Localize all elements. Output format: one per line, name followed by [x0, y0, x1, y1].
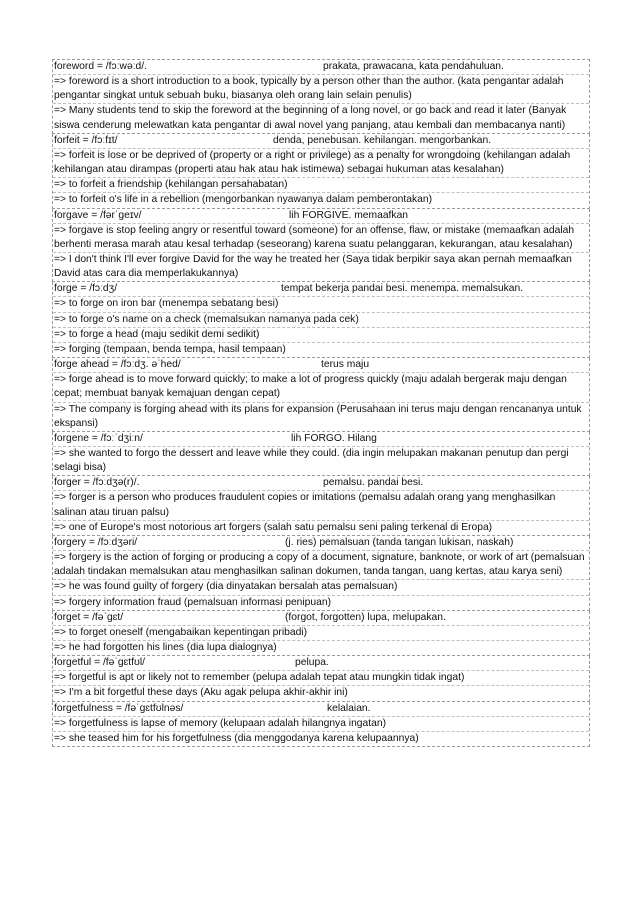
entry-line: => I'm a bit forgetful these days (Aku agak pelupa akhir-akhir ini) — [54, 687, 348, 699]
headword: forfeit = /fɔːfɪt/ — [54, 134, 118, 146]
entry-line: => forgave is stop feeling angry or resentful toward (someone) for an offense, flaw, or mistake (memaafkan adalah berhenti merasa marah atau kesal terhadap (seseorang) karena suatu pelanggaran, kekurangan, atau kesalahan) — [53, 224, 589, 253]
headword: forge ahead = /fɔːdʒ. əˈhed/ — [54, 359, 181, 371]
entry-headword-row — [53, 536, 589, 551]
entry-headword-row — [53, 358, 589, 373]
entry-line: => one of Europe's most notorious art forgers (salah satu pemalsu seni paling terkenal di Eropa) — [54, 521, 493, 533]
headword: forgene = /fɔːˈdʒiːn/ — [54, 432, 143, 444]
entry-line: => forger is a person who produces fraudulent copies or imitations (pemalsu adalah orang yang menghasilkan salinan atau tiruan palsu) — [53, 491, 589, 520]
entry-headword-row — [53, 476, 589, 491]
entry-line: => I don't think I'll ever forgive David for the way he treated her (Saya tidak berpikir saya akan pernah memaafkan David atas cara dia memperlakukannya) — [54, 253, 572, 280]
dictionary-entry — [52, 536, 590, 611]
headword-meaning: (j. ries) pemalsuan (tanda tangan lukisan, naskah) — [285, 536, 514, 548]
entry-headword-row — [53, 432, 589, 447]
dictionary-entry — [52, 282, 590, 358]
entry-line: => The company is forging ahead with its plans for expansion (Perusahaan ini terus maju dengan rencananya untuk ekspansi) — [54, 403, 582, 429]
headword-meaning: prakata, prawacana, kata pendahuluan. — [323, 61, 504, 72]
entry-line: => to forfeit o's life in a rebellion (mengorbankan nyawanya dalam pemberontakan) — [54, 194, 433, 206]
entry-line: => forgery information fraud (pemalsuan informasi penipuan) — [54, 596, 332, 608]
headword-meaning: terus maju — [321, 359, 370, 371]
entry-line: => forfeit is lose or be deprived of (property or a right or privilege) as a penalty for wrongdoing (kehilangan adalah kehilangan atau dirampas (properti atau hak atau hak istimewa) sebagai hukuman atas kesalahan) — [53, 149, 589, 178]
headword-meaning: pelupa. — [295, 657, 329, 669]
entry-line: => forging (tempaan, benda tempa, hasil tempaan) — [54, 343, 286, 355]
dictionary-page — [52, 59, 590, 747]
headword: forgetful = /fəˈgɛtfʊl/ — [54, 657, 145, 669]
entry-headword-row — [53, 209, 589, 224]
headword-meaning: (forgot, forgotten) lupa, melupakan. — [285, 611, 446, 623]
headword: forger = /fɔːdʒə(r)/. — [54, 477, 140, 489]
entry-headword-row — [53, 702, 589, 717]
entry-line: => forge ahead is to move forward quickly; to make a lot of progress quickly (maju adalah bergerak maju dengan cepat; membuat banyak kemajuan dengan cepat) — [53, 373, 589, 402]
entry-line: => to forge a head (maju sedikit demi sedikit) — [53, 328, 589, 343]
headword-meaning: kelalaian. — [327, 702, 371, 714]
dictionary-entry — [52, 611, 590, 656]
entry-line: => to forfeit a friendship (kehilangan persahabatan) — [53, 178, 589, 193]
entry-headword-row — [53, 611, 589, 626]
entry-line: => she teased him for his forgetfulness (dia menggodanya karena kelupaannya) — [54, 732, 419, 744]
dictionary-entry — [52, 59, 590, 134]
dictionary-entry — [52, 209, 590, 283]
headword: forget = /fəˈgɛt/ — [54, 611, 124, 623]
entry-line: => foreword is a short introduction to a book, typically by a person other than the author. (kata pengantar adalah pengantar singkat untuk sebuah buku, biasanya oleh orang lain selain penulis) — [53, 75, 589, 104]
entry-line: => forgetful is apt or likely not to remember (pelupa adalah tepat atau mungkin tidak ingat) — [53, 671, 589, 686]
entry-line: => she wanted to forgo the dessert and leave while they could. (dia ingin melupakan makanan penutup dan pergi selagi bisa) — [54, 447, 569, 474]
entry-headword-row — [53, 282, 589, 297]
entry-headword-row — [53, 60, 589, 75]
headword: forge = /fɔːdʒ/ — [54, 283, 118, 295]
headword-meaning: pemalsu. pandai besi. — [323, 477, 424, 489]
entry-headword-row — [53, 656, 589, 671]
entry-line: => forgetfulness is lapse of memory (kelupaan adalah hilangnya ingatan) — [53, 717, 589, 732]
entry-line: => to forget oneself (mengabaikan kepentingan pribadi) — [53, 626, 589, 641]
dictionary-entry — [52, 134, 590, 209]
entry-headword-row — [53, 134, 589, 149]
headword-meaning: lih FORGO. Hilang — [291, 432, 377, 444]
headword: forgery = /fɔːdʒəri/ — [54, 536, 138, 548]
headword-meaning: denda, penebusan. kehilangan. mengorbankan. — [273, 134, 492, 146]
headword: forgetfulness = /fəˈgɛtfʊlnəs/ — [54, 702, 184, 714]
entry-line: => he had forgotten his lines (dia lupa dialognya) — [54, 641, 277, 653]
dictionary-entry — [52, 432, 590, 476]
dictionary-entry — [52, 702, 590, 747]
entry-line: => forgery is the action of forging or producing a copy of a document, signature, banknote, or work of art (pemalsuan adalah tindakan memalsukan atau menghasilkan salinan dokumen, tanda tangan, uang kertas, atau karya seni) — [53, 551, 589, 580]
entry-line: => to forge o's name on a check (memalsukan namanya pada cek) — [53, 313, 589, 328]
entry-line: => Many students tend to skip the foreword at the beginning of a long novel, or go back and read it later (Banyak siswa cenderung melewatkan kata pengantar di awal novel yang panjang, atau kembali dan membacanya nanti) — [54, 105, 567, 131]
headword-meaning: tempat bekerja pandai besi. menempa. memalsukan. — [281, 283, 524, 295]
headword-meaning: lih FORGIVE. memaafkan — [289, 209, 409, 221]
entry-line: => he was found guilty of forgery (dia dinyatakan bersalah atas pemalsuan) — [53, 580, 589, 595]
dictionary-entry — [52, 476, 590, 536]
dictionary-entry — [52, 656, 590, 701]
dictionary-entry — [52, 358, 590, 432]
headword: forgave = /fərˈgeɪv/ — [54, 209, 142, 221]
headword: foreword = /fɔːwəːd/. — [54, 61, 147, 72]
entry-line: => to forge on iron bar (menempa sebatang besi) — [53, 297, 589, 312]
